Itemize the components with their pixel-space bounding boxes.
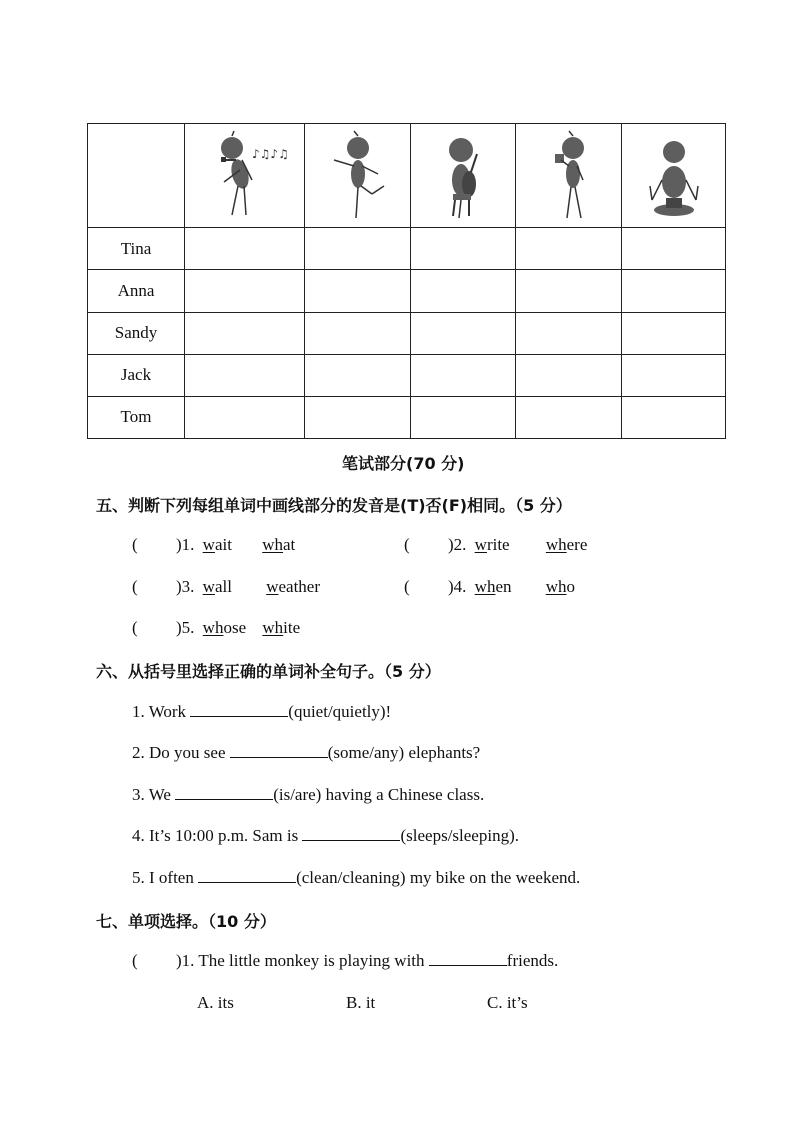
answer-blank[interactable] (429, 951, 507, 966)
option-a[interactable]: A. its (197, 993, 234, 1012)
s6-item-3: 3. We (is/are) having a Chinese class. (132, 785, 485, 804)
word-2: what (262, 535, 296, 554)
answer-cell[interactable] (411, 270, 516, 312)
answer-paren[interactable]: ( (404, 535, 410, 554)
table-row (88, 270, 726, 312)
name-cell: Sandy (88, 312, 185, 354)
item-number: )5. (176, 618, 195, 637)
answer-cell[interactable] (305, 312, 411, 354)
survey-table (87, 123, 726, 439)
word-2: white (262, 618, 301, 637)
name-cell: Tina (88, 228, 185, 270)
section-6-title: 六、从括号里选择正确的单词补全句子。（5 分） (96, 662, 441, 681)
music-notes-icon: ♪♫♪♫ (251, 146, 289, 161)
item-number: )3. (176, 577, 195, 596)
corner-cell (88, 124, 185, 228)
answer-cell[interactable] (305, 354, 411, 396)
answer-paren[interactable]: ( (132, 535, 138, 554)
answer-cell[interactable] (185, 354, 305, 396)
answer-blank[interactable] (175, 785, 273, 800)
answer-cell[interactable] (516, 354, 622, 396)
answer-cell[interactable] (411, 396, 516, 438)
word-1: whose (202, 618, 247, 637)
name-cell: Jack (88, 354, 185, 396)
table-row (88, 228, 726, 270)
answer-cell[interactable] (516, 396, 622, 438)
word-1: when (474, 577, 512, 596)
section-5-title: 五、判断下列每组单词中画线部分的发音是(T)否(F)相同。（5 分） (96, 496, 572, 515)
word-1: write (474, 535, 510, 554)
s6-item-1: 1. Work (quiet/quietly)! (132, 702, 392, 721)
picture-cell (622, 124, 726, 228)
answer-paren[interactable]: ( (132, 577, 138, 596)
s6-item-5: 5. I often (clean/cleaning) my bike on the weekend. (132, 868, 581, 887)
answer-cell[interactable] (622, 270, 726, 312)
word-1: wall (202, 577, 232, 596)
answer-cell[interactable] (622, 354, 726, 396)
picture-cell (185, 124, 305, 228)
answer-cell[interactable] (516, 228, 622, 270)
answer-cell[interactable] (185, 270, 305, 312)
answer-cell[interactable] (411, 228, 516, 270)
word-2: weather (266, 577, 321, 596)
s5-item-5 (132, 618, 300, 638)
word-2: who (545, 577, 576, 596)
word-2: where (545, 535, 588, 554)
s5-item-2 (404, 535, 587, 555)
item-number: )2. (448, 535, 467, 554)
answer-blank[interactable] (190, 702, 288, 717)
answer-cell[interactable] (305, 270, 411, 312)
option-b[interactable]: B. it (346, 993, 376, 1012)
answer-cell[interactable] (516, 270, 622, 312)
answer-cell[interactable] (305, 396, 411, 438)
item-number: )4. (448, 577, 467, 596)
answer-blank[interactable] (230, 743, 328, 758)
answer-blank[interactable] (302, 826, 400, 841)
table-row (88, 312, 726, 354)
written-part-heading: 笔试部分(70 分) (342, 454, 465, 473)
answer-cell[interactable] (185, 312, 305, 354)
s5-item-4 (404, 577, 575, 597)
table-row (88, 354, 726, 396)
eating-figure-icon (634, 130, 714, 222)
drinking-figure-icon (529, 130, 609, 222)
answer-cell[interactable] (622, 396, 726, 438)
playing-pipa-figure-icon (423, 130, 503, 222)
s5-item-3 (132, 577, 320, 597)
answer-blank[interactable] (198, 868, 296, 883)
answer-cell[interactable] (305, 228, 411, 270)
s7-question-1: ( )1. The little monkey is playing with friends. (132, 951, 559, 970)
answer-paren[interactable]: ( (132, 951, 138, 970)
answer-cell[interactable] (185, 228, 305, 270)
s5-item-1 (132, 535, 295, 555)
item-number: )1. (176, 535, 195, 554)
table-row (88, 396, 726, 438)
singing-figure-icon (200, 130, 290, 222)
answer-cell[interactable] (185, 396, 305, 438)
answer-cell[interactable] (622, 312, 726, 354)
name-cell: Anna (88, 270, 185, 312)
word-1: wait (202, 535, 232, 554)
dancing-figure-icon (318, 130, 398, 222)
picture-row (88, 124, 726, 228)
section-7-title: 七、单项选择。（10 分） (96, 912, 276, 931)
s6-item-4: 4. It’s 10:00 p.m. Sam is (sleeps/sleeping). (132, 826, 519, 845)
picture-cell (305, 124, 411, 228)
s6-item-2: 2. Do you see (some/any) elephants? (132, 743, 481, 762)
name-cell: Tom (88, 396, 185, 438)
answer-paren[interactable]: ( (132, 618, 138, 637)
answer-cell[interactable] (622, 228, 726, 270)
answer-cell[interactable] (411, 312, 516, 354)
picture-cell (411, 124, 516, 228)
answer-cell[interactable] (516, 312, 622, 354)
answer-cell[interactable] (411, 354, 516, 396)
answer-paren[interactable]: ( (404, 577, 410, 596)
option-c[interactable]: C. it’s (487, 993, 528, 1012)
picture-cell (516, 124, 622, 228)
